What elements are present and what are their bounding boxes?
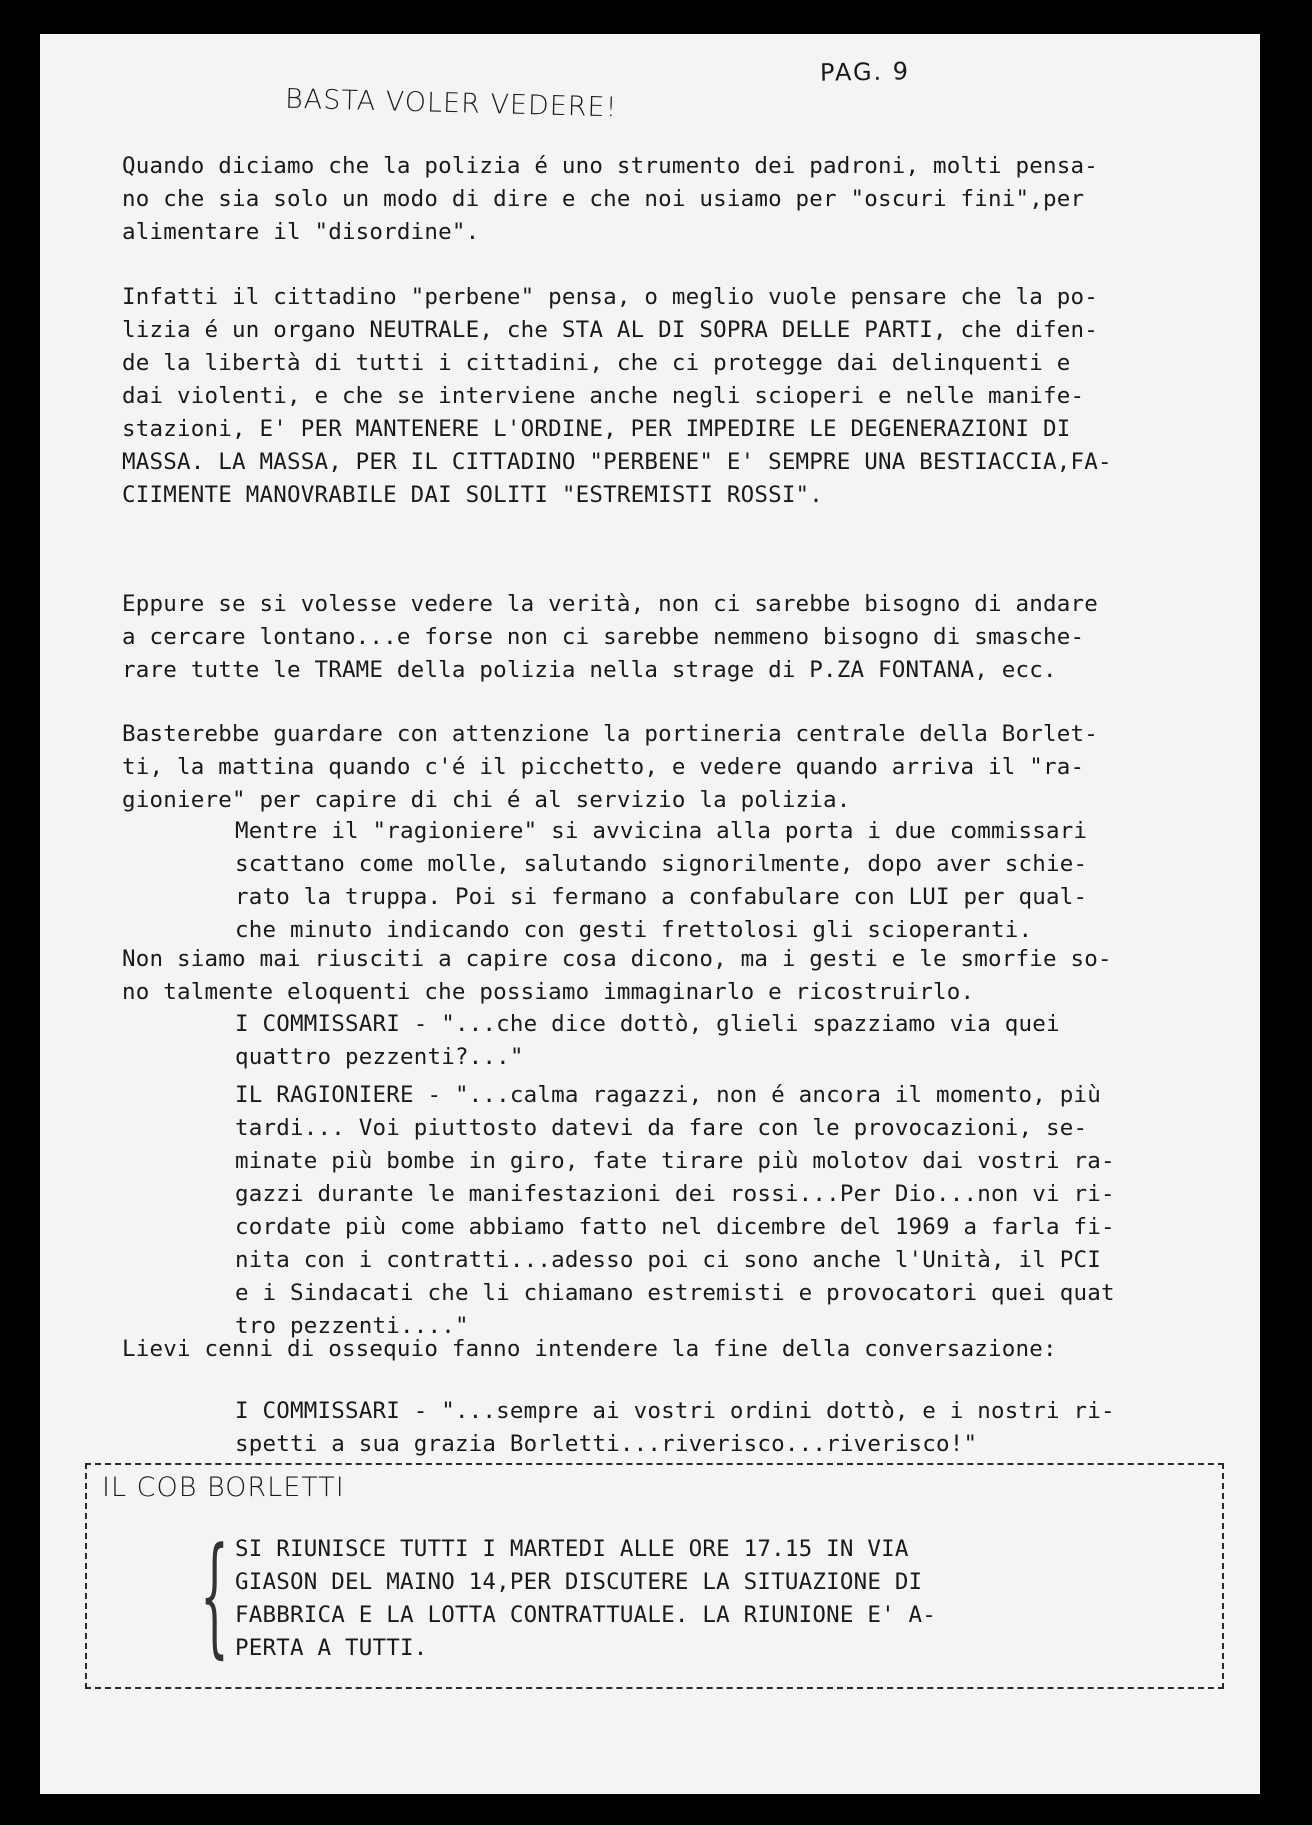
page-number: PAG. 9	[819, 57, 911, 87]
brace-mark: {	[200, 1519, 229, 1671]
dialogue-commissari-final: I COMMISSARI - "...sempre ai vostri ordini dottò, e i nostri ri- spetti a sua grazia Borletti...riverisco...riverisco!"	[235, 1398, 1115, 1457]
paragraph-truth: Eppure se si volesse vedere la verità, non ci sarebbe bisogno di andare a cercare lontano...e forse non ci sarebbe nemmeno bisogno di smasche- rare tutte le TRAME della polizia nella strage di P.ZA FONTANA, ecc.	[122, 591, 1098, 683]
notice-title: IL COB BORLETTI	[102, 1472, 345, 1503]
paragraph-gestures: Non siamo mai riusciti a capire cosa dicono, ma i gesti e le smorfie so- no talmente eloquenti che possiamo immaginarlo e ricostruirlo.	[122, 946, 1112, 1005]
paragraph-citizen: Infatti il cittadino "perbene" pensa, o meglio vuole pensare che la po- lizia é un organo NEUTRALE, che STA AL DI SOPRA DELLE PARTI, che difen- de la libertà di tutti i cittadini, che ci protegge dai delinquenti e dai violenti, e che se interviene anche negli scioperi e nelle manife- stazioni, E' PER MANTENERE L'ORDINE, PER IMPEDIRE LE DEGENERAZIONI DI MASSA. LA MASSA, PER IL CITTADINO "PERBENE" E' SEMPRE UNA BESTIACCIA,FA- CIIMENTE MANOVRABILE DAI SOLITI "ESTREMISTI ROSSI".	[122, 284, 1112, 508]
handwritten-headline: BASTA VOLER VEDERE!	[284, 83, 618, 124]
dialogue-commissari: I COMMISSARI - "...che dice dottò, glieli spazziamo via quei quattro pezzenti?..."	[235, 1011, 1060, 1070]
paragraph-borletti: Basterebbe guardare con attenzione la portineria centrale della Borlet- ti, la mattina quando c'é il picchetto, e vedere quando arriva il "ra- gioniere" per capire di chi é al servizio la polizia.	[122, 721, 1098, 813]
dialogue-ragioniere: IL RAGIONIERE - "...calma ragazzi, non é ancora il momento, più tardi... Voi piuttosto datevi da fare con le provocazioni, se- minate più bombe in giro, fate tirare più molotov dai vostri ra- gazzi durante le manifestazioni dei rossi...Per Dio...non vi ri- cordate più come abbiamo fatto nel dicembre del 1969 a farla fi- nita con i contratti...adesso poi ci sono anche l'Unità, il PCI e i Sindacati che li chiamano estremisti e provocatori quei quat tro pezzenti...."	[235, 1082, 1115, 1339]
notice-text: SI RIUNISCE TUTTI I MARTEDI ALLE ORE 17.15 IN VIA GIASON DEL MAINO 14,PER DISCUTERE LA SITUAZIONE DI FABBRICA E LA LOTTA CONTRATTUALE. LA RIUNIONE E' A- PERTA A TUTTI.	[235, 1536, 937, 1661]
paragraph-conclusion: Lievi cenni di ossequio fanno intendere la fine della conversazione:	[122, 1336, 1057, 1362]
paragraph-intro: Quando diciamo che la polizia é uno strumento dei padroni, molti pensa- no che sia solo un modo di dire e che noi usiamo per "oscuri fini",per alimentare il "disordine".	[122, 153, 1098, 245]
paragraph-commissari-scene: Mentre il "ragioniere" si avvicina alla porta i due commissari scattano come molle, salutando signorilmente, dopo aver schie- rato la truppa. Poi si fermano a confabulare con LUI per qual- che minuto indicando con gesti frettolosi gli scioperanti.	[235, 818, 1088, 943]
